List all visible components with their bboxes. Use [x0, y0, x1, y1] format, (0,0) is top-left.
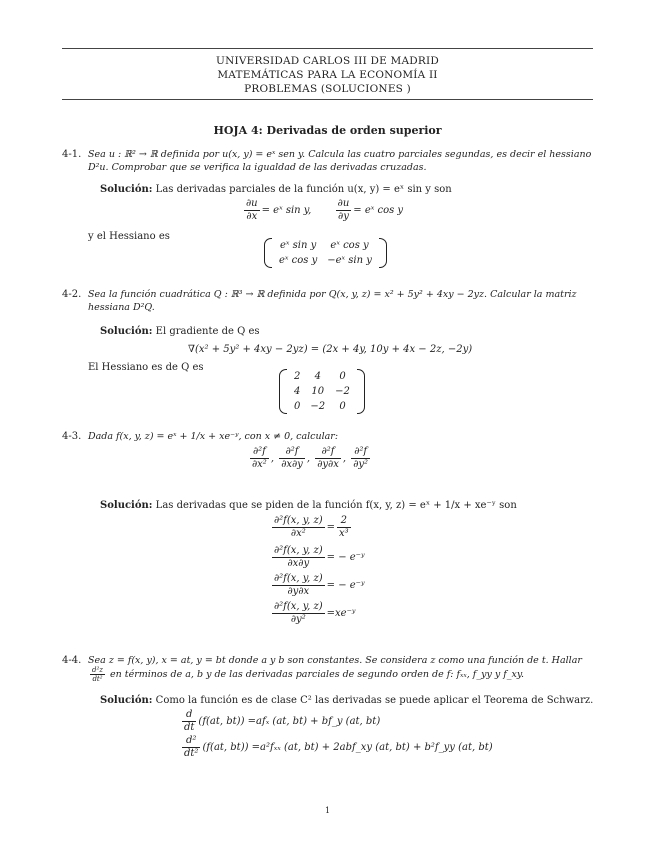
- problem-4-4-statement-line-1: Sea z = f(x, y), x = at, y = bt donde a y b son constantes. Se considera z como una función de t. Hallar: [88, 655, 582, 666]
- result-rhs-denominator: x³: [339, 528, 349, 539]
- eq-denominator: dt: [184, 722, 195, 733]
- eq-denominator: dt²: [184, 748, 199, 759]
- partial-u-y: $\frac{\partial u}{\partial y}$: [337, 198, 350, 222]
- problem-4-3-result-1: $\frac{\text{∂²f(x, y, z)}}{\text{∂x²}}$ = $\frac{2}{\text{x³}}$: [274, 515, 349, 539]
- result-rhs: = − e⁻ʸ: [326, 552, 365, 563]
- problem-4-3-result-2: [270, 545, 365, 570]
- problem-4-3-solution: [100, 499, 517, 512]
- matrix-cell: 4: [294, 386, 301, 397]
- matrix-cell: 4: [314, 371, 321, 382]
- result-denominator: ∂x²: [290, 528, 306, 539]
- matrix-cell: 10: [311, 386, 325, 397]
- top-rule: [62, 48, 593, 49]
- matrix-cell: −eˣ sin y: [327, 255, 372, 266]
- matrix-cell: 2: [294, 371, 301, 382]
- header-line-1: UNIVERSIDAD CARLOS III DE MADRID: [216, 55, 439, 67]
- requested-derivative: $\frac{\text{∂²f}}{\text{∂y²}}$: [353, 446, 369, 470]
- problem-4-2-statement-line-1: Sea la función cuadrática Q : ℝ³ → ℝ definida por Q(x, y, z) = x² + 5y² + 4xy − 2yz. Calcular la matriz: [88, 289, 577, 300]
- problem-4-1-partials: [242, 198, 403, 223]
- problem-4-4-first-derivative: [180, 709, 380, 734]
- result-numerator: ∂²f(x, y, z): [274, 601, 323, 612]
- separator: ,: [306, 453, 311, 464]
- university-header: [62, 54, 593, 96]
- requested-derivative: $\frac{\text{∂²f}}{\text{∂x²}}$: [252, 446, 267, 470]
- problem-4-4-statement-line-2: [88, 666, 524, 683]
- problem-4-2-statement-line-2: hessiana D²Q.: [88, 302, 155, 313]
- partial-u-x: $\frac{\partial u}{\partial x}$: [246, 198, 258, 222]
- result-numerator: ∂²f(x, y, z): [274, 573, 323, 584]
- problem-4-3-number: 4-3.: [62, 431, 82, 442]
- result-rhs: = − e⁻ʸ: [326, 580, 365, 591]
- matrix-cell: eˣ cos y: [279, 255, 318, 266]
- result-denominator: ∂x∂y: [287, 558, 310, 569]
- problem-4-3-requested-derivatives: [248, 446, 372, 471]
- eq-numerator: d: [182, 709, 196, 722]
- header-line-3: PROBLEMAS (SOLUCIONES ): [244, 83, 411, 95]
- eq-body: (f(at, bt)) =afₓ (at, bt) + bf_y (at, bt): [198, 716, 381, 727]
- problem-4-4-solution: [100, 694, 593, 707]
- header-line-2: MATEMÁTICAS PARA LA ECONOMÍA II: [217, 69, 438, 81]
- problem-4-3-result-4: [270, 601, 355, 626]
- solution-label: Solución:: [100, 695, 153, 706]
- result-rhs-numerator: 2: [337, 515, 351, 528]
- solution-label: Solución:: [100, 500, 153, 511]
- separator: ,: [342, 453, 347, 464]
- solution-label: Solución:: [100, 326, 153, 337]
- matrix-cell: eˣ sin y: [279, 240, 317, 251]
- result-rhs: =xe⁻ʸ: [326, 608, 356, 619]
- problem-4-1-statement-line-1: Sea u : ℝ² → ℝ definida por u(x, y) = eˣ sen y. Calcula las cuatro parciales segundas, es decir el hessiano: [88, 149, 592, 160]
- sheet-title: HOJA 4: Derivadas de orden superior: [213, 124, 442, 137]
- d2z-dt2-fraction: $\frac{\text{d²z}}{\text{dt²}}$: [92, 666, 103, 683]
- eq-numerator: d²: [182, 735, 200, 748]
- separator: ,: [270, 453, 275, 464]
- problem-4-2-number: 4-2.: [62, 289, 82, 300]
- result-denominator: ∂y∂x: [287, 586, 310, 597]
- solution-text: Las derivadas parciales de la función u(x, y) = eˣ sin y son: [155, 184, 452, 195]
- result-numerator: ∂²f(x, y, z): [274, 545, 323, 556]
- problem-4-1-hessian-text: y el Hessiano es: [88, 231, 170, 242]
- problem-4-4-number: 4-4.: [62, 655, 82, 666]
- result-numerator: ∂²f(x, y, z): [274, 515, 323, 526]
- matrix-cell: −2: [335, 386, 350, 397]
- result-denominator: ∂y²: [290, 614, 306, 625]
- matrix-cell: eˣ cos y: [330, 240, 369, 251]
- page-number: 1: [324, 806, 331, 815]
- problem-4-3-result-3: [270, 573, 365, 598]
- problem-4-2-hessian-matrix: [279, 369, 365, 414]
- statement-text: en términos de a, b y de las derivadas parciales de segundo orden de f: fₓₓ, f_yy y f_xy.: [110, 669, 524, 680]
- problem-4-1-solution: [100, 183, 452, 196]
- problem-4-1-number: 4-1.: [62, 149, 82, 160]
- solution-label: Solución:: [100, 184, 153, 195]
- requested-derivative: $\frac{\text{∂²f}}{\partial x\partial y}$: [281, 446, 303, 470]
- problem-4-2-gradient: ∇(x² + 5y² + 4xy − 2yz) = (2x + 4y, 10y + 4x − 2z, −2y): [188, 344, 473, 355]
- matrix-cell: 0: [339, 371, 346, 382]
- problem-4-3-statement: Dada f(x, y, z) = eˣ + 1/x + xe⁻ʸ, con x ≠ 0, calcular:: [88, 431, 339, 442]
- partial-u-y-rhs: = eˣ cos y: [353, 205, 404, 216]
- matrix-cell: 0: [339, 401, 346, 412]
- problem-4-2-hessian-text: El Hessiano es de Q es: [88, 362, 204, 373]
- requested-derivative: $\frac{\text{∂²f}}{\partial y\partial x}$: [317, 446, 339, 470]
- matrix-cell: −2: [310, 401, 326, 412]
- problem-4-1-hessian-matrix: [264, 238, 387, 268]
- problem-4-2-solution: [100, 325, 260, 338]
- problem-4-1-statement-line-2: D²u. Comprobar que se verifica la igualdad de las derivadas cruzadas.: [88, 162, 427, 173]
- matrix-cell: 0: [294, 401, 301, 412]
- solution-text: Como la función es de clase C² las derivadas se puede aplicar el Teorema de Schwarz.: [155, 695, 594, 706]
- partial-u-x-rhs: = eˣ sin y,: [261, 205, 312, 216]
- problem-4-4-second-derivative: [180, 735, 493, 760]
- solution-text: Las derivadas que se piden de la función f(x, y, z) = eˣ + 1/x + xe⁻ʸ son: [155, 500, 517, 511]
- solution-text: El gradiente de Q es: [155, 326, 260, 337]
- bottom-rule: [62, 99, 593, 100]
- eq-body: (f(at, bt)) =a²fₓₓ (at, bt) + 2abf_xy (at, bt) + b²f_yy (at, bt): [202, 742, 493, 753]
